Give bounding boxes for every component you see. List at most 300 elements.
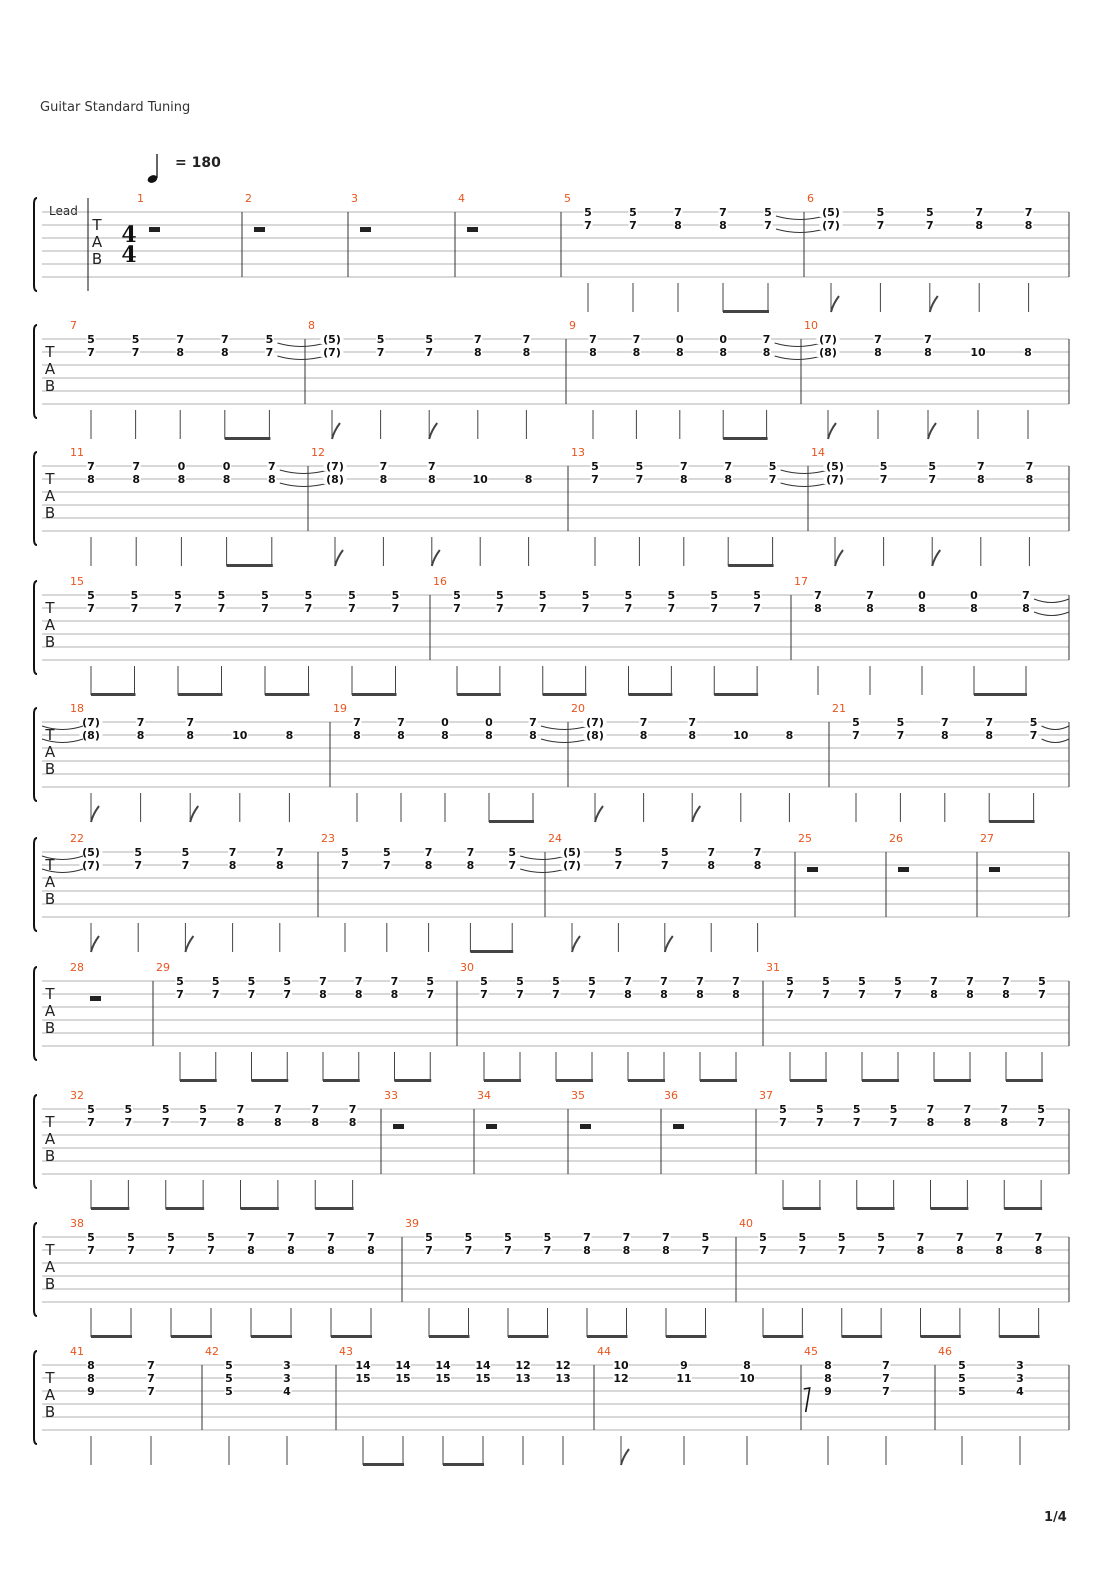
fret-number: 7 bbox=[629, 219, 637, 232]
fret-number: 7 bbox=[852, 1116, 861, 1129]
tab-clef-letter: T bbox=[45, 470, 55, 488]
bar-number: 19 bbox=[333, 702, 347, 715]
fret-number: 8 bbox=[176, 346, 185, 359]
beam bbox=[723, 310, 769, 313]
fret-number: 7 bbox=[814, 589, 822, 602]
fret-number: 8 bbox=[524, 473, 533, 486]
fret-number: 5 bbox=[753, 589, 761, 602]
fret-number: 8 bbox=[963, 1116, 972, 1129]
whole-rest bbox=[393, 1124, 404, 1129]
fret-number: 8 bbox=[390, 988, 399, 1001]
fret-number: 7 bbox=[211, 988, 220, 1001]
fret-number: 8 bbox=[924, 346, 932, 359]
bar-number: 30 bbox=[460, 961, 474, 974]
fret-number: 7 bbox=[473, 333, 482, 346]
fret-number: (5) bbox=[826, 460, 844, 473]
fret-number: 7 bbox=[275, 846, 284, 859]
fret-number: 7 bbox=[639, 716, 648, 729]
bar-number: 9 bbox=[569, 319, 576, 332]
beam bbox=[251, 1335, 292, 1338]
bar-number: 13 bbox=[571, 446, 585, 459]
fret-number: 5 bbox=[894, 975, 902, 988]
fret-number: 7 bbox=[136, 716, 145, 729]
fret-number: 8 bbox=[866, 602, 874, 615]
fret-number: 8 bbox=[529, 729, 537, 742]
fret-number: 5 bbox=[786, 975, 794, 988]
fret-number: 7 bbox=[956, 1231, 964, 1244]
fret-number: 7 bbox=[176, 988, 184, 1001]
tie-arc bbox=[280, 483, 328, 487]
tie-arc bbox=[776, 229, 824, 233]
eighth-flag bbox=[928, 423, 936, 439]
tie-arc bbox=[520, 869, 565, 873]
fret-number: 8 bbox=[228, 859, 237, 872]
fret-number: 7 bbox=[348, 602, 356, 615]
beam bbox=[178, 693, 223, 696]
tab-clef-letter: A bbox=[44, 1130, 56, 1148]
fret-number: 10 bbox=[970, 346, 986, 359]
fret-number: 7 bbox=[236, 1103, 245, 1116]
fret-number: 13 bbox=[515, 1372, 531, 1385]
tab-clef-letter: A bbox=[44, 360, 56, 378]
fret-number: 5 bbox=[261, 589, 269, 602]
fret-number: 7 bbox=[287, 1231, 295, 1244]
fret-number: 8 bbox=[824, 1372, 832, 1385]
tuning-label: Guitar Standard Tuning bbox=[40, 100, 191, 115]
system-bracket bbox=[34, 1351, 37, 1444]
bar-number: 42 bbox=[205, 1345, 219, 1358]
fret-number: 8 bbox=[660, 988, 668, 1001]
fret-number: 8 bbox=[622, 1244, 631, 1257]
fret-number: 8 bbox=[327, 1244, 335, 1257]
fret-number: 8 bbox=[274, 1116, 282, 1129]
fret-number: 5 bbox=[667, 589, 676, 602]
fret-number: (8) bbox=[819, 346, 837, 359]
fret-number: 7 bbox=[382, 859, 391, 872]
fret-number: 7 bbox=[124, 1116, 133, 1129]
whole-rest bbox=[673, 1124, 684, 1129]
fret-number: 5 bbox=[877, 1231, 885, 1244]
fret-number: 7 bbox=[966, 975, 974, 988]
fret-number: 5 bbox=[635, 460, 644, 473]
fret-number: 7 bbox=[348, 1103, 357, 1116]
fret-number: 15 bbox=[395, 1372, 411, 1385]
fret-number: 5 bbox=[1038, 975, 1046, 988]
fret-number: 7 bbox=[247, 1231, 255, 1244]
fret-number: 5 bbox=[464, 1231, 473, 1244]
tab-clef-letter: A bbox=[44, 743, 56, 761]
fret-number: 7 bbox=[1029, 729, 1038, 742]
fret-number: 7 bbox=[425, 1244, 433, 1257]
tie-arc bbox=[520, 856, 565, 860]
bar-number: 22 bbox=[70, 832, 84, 845]
whole-rest bbox=[807, 867, 818, 872]
fret-number: 5 bbox=[508, 846, 517, 859]
fret-number: (5) bbox=[563, 846, 581, 859]
fret-number: 7 bbox=[147, 1385, 155, 1398]
beam bbox=[429, 1335, 470, 1338]
fret-number: 8 bbox=[247, 1244, 255, 1257]
beam bbox=[484, 1079, 521, 1082]
tab-clef-letter: A bbox=[44, 1002, 56, 1020]
system-bracket bbox=[34, 708, 37, 801]
fret-number: 8 bbox=[186, 729, 195, 742]
fret-number: 7 bbox=[87, 1244, 95, 1257]
bar-number: 11 bbox=[70, 446, 84, 459]
bar-number: 44 bbox=[597, 1345, 611, 1358]
eighth-flag bbox=[932, 550, 940, 566]
fret-number: 5 bbox=[211, 975, 220, 988]
fret-number: 7 bbox=[207, 1244, 215, 1257]
tab-clef-letter: T bbox=[45, 599, 55, 617]
fret-number: 7 bbox=[508, 859, 517, 872]
beam bbox=[171, 1335, 212, 1338]
fret-number: 7 bbox=[353, 716, 361, 729]
bar-number: 20 bbox=[571, 702, 585, 715]
bar-number: 7 bbox=[70, 319, 77, 332]
fret-number: 8 bbox=[624, 988, 632, 1001]
fret-number: 8 bbox=[719, 219, 727, 232]
fret-number: 8 bbox=[930, 988, 938, 1001]
fret-number: 7 bbox=[217, 602, 226, 615]
fret-number: 10 bbox=[613, 1359, 629, 1372]
fret-number: 0 bbox=[675, 333, 684, 346]
fret-number: 11 bbox=[676, 1372, 692, 1385]
fret-number: (8) bbox=[586, 729, 604, 742]
fret-number: 10 bbox=[733, 729, 749, 742]
fret-number: 14 bbox=[435, 1359, 451, 1372]
fret-number: 7 bbox=[852, 729, 860, 742]
tab-clef-letter: T bbox=[45, 1113, 55, 1131]
fret-number: 7 bbox=[176, 333, 185, 346]
fret-number: 5 bbox=[852, 1103, 861, 1116]
track-name: Lead bbox=[49, 204, 78, 218]
fret-number: 0 bbox=[177, 460, 186, 473]
fret-number: 8 bbox=[719, 346, 728, 359]
fret-number: 7 bbox=[963, 1103, 972, 1116]
fret-number: (7) bbox=[323, 346, 341, 359]
fret-number: 5 bbox=[543, 1231, 552, 1244]
tie-arc bbox=[280, 470, 328, 474]
bar-number: 43 bbox=[339, 1345, 353, 1358]
fret-number: 7 bbox=[127, 1244, 135, 1257]
fret-number: 8 bbox=[427, 473, 436, 486]
fret-number: 7 bbox=[311, 1103, 320, 1116]
bar-number: 6 bbox=[807, 192, 814, 205]
fret-number: 8 bbox=[679, 473, 688, 486]
bar-number: 26 bbox=[889, 832, 903, 845]
whole-rest bbox=[149, 227, 160, 232]
fret-number: 7 bbox=[283, 988, 292, 1001]
fret-number: 7 bbox=[710, 602, 719, 615]
fret-number: 5 bbox=[896, 716, 905, 729]
fret-number: 5 bbox=[516, 975, 524, 988]
fret-number: 5 bbox=[889, 1103, 898, 1116]
fret-number: 0 bbox=[970, 589, 978, 602]
beam bbox=[508, 1335, 549, 1338]
fret-number: 7 bbox=[304, 602, 313, 615]
fret-number: (7) bbox=[82, 716, 100, 729]
fret-number: (7) bbox=[819, 333, 837, 346]
fret-number: 7 bbox=[822, 988, 830, 1001]
fret-number: 8 bbox=[220, 346, 229, 359]
fret-number: 5 bbox=[552, 975, 560, 988]
fret-number: 5 bbox=[265, 333, 274, 346]
fret-number: 5 bbox=[130, 589, 139, 602]
system-bracket bbox=[34, 452, 37, 545]
eighth-rest bbox=[804, 1388, 810, 1412]
whole-rest bbox=[90, 996, 101, 1001]
beam bbox=[728, 564, 773, 567]
fret-number: 5 bbox=[87, 589, 95, 602]
bar-number: 18 bbox=[70, 702, 84, 715]
tie-arc bbox=[1042, 739, 1069, 743]
beam bbox=[700, 1079, 737, 1082]
fret-number: 8 bbox=[976, 473, 985, 486]
beam bbox=[180, 1079, 217, 1082]
tab-clef-letter: B bbox=[91, 250, 103, 268]
fret-number: 7 bbox=[925, 219, 934, 232]
fret-number: 5 bbox=[624, 589, 633, 602]
fret-number: 8 bbox=[674, 219, 682, 232]
eighth-flag bbox=[621, 1449, 629, 1465]
fret-number: 9 bbox=[680, 1359, 688, 1372]
fret-number: 7 bbox=[379, 460, 388, 473]
fret-number: 5 bbox=[958, 1372, 966, 1385]
bar-number: 35 bbox=[571, 1089, 585, 1102]
fret-number: 7 bbox=[583, 1231, 591, 1244]
beam bbox=[714, 693, 758, 696]
beam bbox=[315, 1207, 353, 1210]
fret-number: 7 bbox=[1025, 460, 1034, 473]
fret-number: 8 bbox=[424, 859, 433, 872]
fret-number: 5 bbox=[217, 589, 226, 602]
fret-number: 7 bbox=[522, 333, 531, 346]
fret-number: 7 bbox=[719, 206, 727, 219]
fret-number: 14 bbox=[395, 1359, 411, 1372]
eighth-flag bbox=[91, 806, 99, 822]
fret-number: 5 bbox=[225, 1372, 233, 1385]
fret-number: 5 bbox=[426, 975, 435, 988]
fret-number: (7) bbox=[826, 473, 844, 486]
fret-number: 8 bbox=[724, 473, 733, 486]
fret-number: 7 bbox=[882, 1359, 890, 1372]
fret-number: 7 bbox=[882, 1372, 890, 1385]
fret-number: 7 bbox=[837, 1244, 846, 1257]
fret-number: 8 bbox=[236, 1116, 245, 1129]
fret-number: 5 bbox=[764, 206, 772, 219]
fret-number: 8 bbox=[975, 219, 984, 232]
bar-number: 21 bbox=[832, 702, 846, 715]
fret-number: 7 bbox=[181, 859, 190, 872]
fret-number: 0 bbox=[918, 589, 926, 602]
bar-number: 46 bbox=[938, 1345, 952, 1358]
fret-number: 5 bbox=[779, 1103, 787, 1116]
beam bbox=[166, 1207, 204, 1210]
tab-clef-letter: B bbox=[44, 890, 56, 908]
fret-number: 5 bbox=[382, 846, 391, 859]
fret-number: 7 bbox=[753, 602, 761, 615]
fret-number: 7 bbox=[614, 859, 623, 872]
fret-number: (5) bbox=[323, 333, 341, 346]
fret-number: 7 bbox=[976, 460, 985, 473]
fret-number: 5 bbox=[588, 975, 596, 988]
fret-number: (8) bbox=[326, 473, 344, 486]
fret-number: 8 bbox=[466, 859, 475, 872]
bar-number: 1 bbox=[137, 192, 144, 205]
bar-number: 32 bbox=[70, 1089, 84, 1102]
fret-number: 8 bbox=[522, 346, 531, 359]
fret-number: 8 bbox=[1024, 219, 1033, 232]
tab-clef-letter: B bbox=[44, 633, 56, 651]
tab-clef-letter: B bbox=[44, 1275, 56, 1293]
bar-number: 8 bbox=[308, 319, 315, 332]
fret-number: 8 bbox=[688, 729, 697, 742]
eighth-flag bbox=[665, 936, 673, 952]
fret-number: 8 bbox=[485, 729, 493, 742]
beam bbox=[666, 1335, 707, 1338]
fret-number: 8 bbox=[1000, 1116, 1009, 1129]
tie-arc bbox=[1034, 612, 1069, 616]
fret-number: 7 bbox=[1002, 975, 1010, 988]
fret-number: 7 bbox=[779, 1116, 787, 1129]
fret-number: 8 bbox=[287, 1244, 295, 1257]
fret-number: 5 bbox=[161, 1103, 170, 1116]
fret-number: 5 bbox=[1029, 716, 1038, 729]
fret-number: 7 bbox=[762, 333, 771, 346]
bar-number: 25 bbox=[798, 832, 812, 845]
fret-number: 8 bbox=[916, 1244, 925, 1257]
beam bbox=[543, 693, 587, 696]
eighth-flag bbox=[835, 550, 843, 566]
bar-number: 24 bbox=[548, 832, 562, 845]
fret-number: 7 bbox=[589, 333, 597, 346]
fret-number: 8 bbox=[926, 1116, 935, 1129]
fret-number: 8 bbox=[762, 346, 771, 359]
fret-number: 7 bbox=[1024, 206, 1033, 219]
fret-number: 7 bbox=[516, 988, 524, 1001]
system-bracket bbox=[34, 325, 37, 418]
beam bbox=[989, 820, 1034, 823]
bar-number: 3 bbox=[351, 192, 358, 205]
fret-number: 9 bbox=[824, 1385, 832, 1398]
beam bbox=[628, 1079, 665, 1082]
fret-number: 7 bbox=[1034, 1231, 1043, 1244]
system-bracket bbox=[34, 198, 37, 291]
fret-number: 7 bbox=[624, 602, 633, 615]
tab-clef-letter: T bbox=[45, 985, 55, 1003]
system-bracket bbox=[34, 581, 37, 674]
fret-number: 8 bbox=[348, 1116, 357, 1129]
eighth-flag bbox=[828, 423, 836, 439]
fret-number: 7 bbox=[732, 975, 740, 988]
fret-number: 10 bbox=[232, 729, 248, 742]
fret-number: 8 bbox=[940, 729, 949, 742]
fret-number: 5 bbox=[341, 846, 349, 859]
tab-clef-letter: B bbox=[44, 504, 56, 522]
page-number: 1/4 bbox=[1044, 1510, 1067, 1525]
fret-number: 7 bbox=[354, 975, 363, 988]
fret-number: 5 bbox=[798, 1231, 807, 1244]
fret-number: 5 bbox=[958, 1385, 966, 1398]
beam bbox=[252, 1079, 289, 1082]
whole-rest bbox=[580, 1124, 591, 1129]
tab-clef-letter: A bbox=[44, 616, 56, 634]
fret-number: 5 bbox=[304, 589, 313, 602]
fret-number: 8 bbox=[354, 988, 363, 1001]
bar-number: 34 bbox=[477, 1089, 491, 1102]
beam bbox=[763, 1335, 803, 1338]
tie-arc bbox=[776, 216, 824, 220]
fret-number: 7 bbox=[228, 846, 237, 859]
fret-number: 5 bbox=[925, 206, 934, 219]
fret-number: 8 bbox=[1034, 1244, 1043, 1257]
tab-clef-letter: T bbox=[92, 216, 102, 234]
fret-number: 7 bbox=[882, 1385, 890, 1398]
bar-number: 41 bbox=[70, 1345, 84, 1358]
bar-number: 40 bbox=[739, 1217, 753, 1230]
beam bbox=[857, 1207, 895, 1210]
tie-arc bbox=[1042, 726, 1069, 730]
fret-number: 5 bbox=[207, 1231, 215, 1244]
tab-clef-letter: B bbox=[44, 1019, 56, 1037]
fret-number: 5 bbox=[176, 975, 184, 988]
eighth-flag bbox=[930, 296, 938, 312]
fret-number: 7 bbox=[424, 846, 433, 859]
fret-number: 8 bbox=[87, 1372, 95, 1385]
fret-number: 8 bbox=[132, 473, 141, 486]
fret-number: 7 bbox=[894, 988, 902, 1001]
eighth-flag bbox=[692, 806, 700, 822]
tab-clef-letter: B bbox=[44, 1403, 56, 1421]
fret-number: 7 bbox=[220, 333, 229, 346]
fret-number: 7 bbox=[584, 219, 592, 232]
beam bbox=[91, 1335, 132, 1338]
fret-number: (5) bbox=[82, 846, 100, 859]
fret-number: 5 bbox=[247, 975, 256, 988]
beam bbox=[489, 820, 534, 823]
fret-number: 5 bbox=[1037, 1103, 1045, 1116]
fret-number: 3 bbox=[1016, 1372, 1024, 1385]
fret-number: 8 bbox=[353, 729, 361, 742]
fret-number: 7 bbox=[924, 333, 932, 346]
fret-number: 7 bbox=[538, 602, 547, 615]
tie-arc bbox=[775, 343, 821, 347]
tie-arc bbox=[277, 343, 325, 347]
fret-number: 7 bbox=[858, 988, 866, 1001]
fret-number: 5 bbox=[879, 460, 888, 473]
tie-arc bbox=[541, 739, 588, 743]
eighth-flag bbox=[831, 296, 839, 312]
tab-clef-letter: A bbox=[44, 1258, 56, 1276]
fret-number: 5 bbox=[124, 1103, 133, 1116]
fret-number: 7 bbox=[247, 988, 256, 1001]
fret-number: 8 bbox=[473, 346, 482, 359]
fret-number: 5 bbox=[928, 460, 937, 473]
fret-number: 8 bbox=[136, 729, 145, 742]
beam bbox=[1006, 1079, 1043, 1082]
fret-number: 8 bbox=[707, 859, 716, 872]
fret-number: 15 bbox=[435, 1372, 451, 1385]
bar-number: 5 bbox=[564, 192, 571, 205]
eighth-flag bbox=[572, 936, 580, 952]
fret-number: 8 bbox=[177, 473, 186, 486]
fret-number: 7 bbox=[688, 716, 697, 729]
beam bbox=[783, 1207, 821, 1210]
fret-number: 8 bbox=[995, 1244, 1004, 1257]
fret-number: 10 bbox=[472, 473, 488, 486]
fret-number: 7 bbox=[591, 473, 599, 486]
